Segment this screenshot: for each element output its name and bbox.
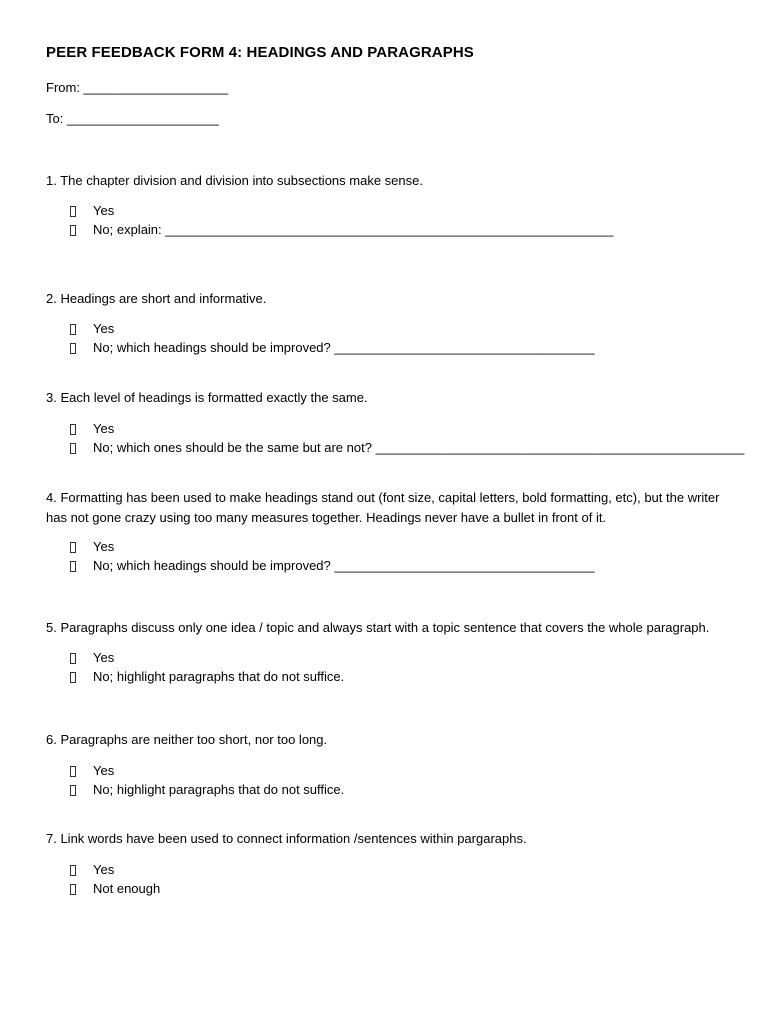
question-4-text: 4. Formatting has been used to make headings stand out (font size, capital letters, bold formatting, etc), but the writer has not gone crazy using too many measures together. Headings never have a bullet in front of it.: [46, 490, 720, 525]
question-1-option-no[interactable]: [70, 222, 614, 238]
option-label: No; which headings should be improved? ____________________________________: [93, 558, 595, 573]
checkbox-icon[interactable]: [70, 225, 76, 236]
question-6-option-yes[interactable]: [70, 763, 114, 779]
option-label: No; which ones should be the same but are not? ___________________________________________________: [93, 440, 745, 455]
checkbox-icon[interactable]: [70, 653, 76, 664]
question-3-option-no[interactable]: [70, 440, 744, 456]
checkbox-icon[interactable]: [70, 672, 76, 683]
question-3-text: 3. Each level of headings is formatted exactly the same.: [46, 390, 368, 405]
question-1-option-yes[interactable]: [70, 203, 114, 219]
option-label: Yes: [93, 763, 115, 778]
option-label: No; which headings should be improved? ____________________________________: [93, 340, 595, 355]
option-label: Yes: [93, 650, 115, 665]
form-title: PEER FEEDBACK FORM 4: HEADINGS AND PARAGRAPHS: [46, 44, 474, 61]
option-label: Not enough: [93, 881, 161, 896]
checkbox-icon[interactable]: [70, 343, 76, 354]
question-1-text: 1. The chapter division and division into subsections make sense.: [46, 173, 423, 188]
option-label: Yes: [93, 421, 115, 436]
checkbox-icon[interactable]: [70, 324, 76, 335]
checkbox-icon[interactable]: [70, 884, 76, 895]
option-label: Yes: [93, 203, 115, 218]
option-label: No; explain: ______________________________________________________________: [93, 222, 614, 237]
question-4-option-no[interactable]: [70, 558, 595, 574]
question-5-text: 5. Paragraphs discuss only one idea / topic and always start with a topic sentence that covers the whole paragraph.: [46, 620, 710, 635]
to-field[interactable]: To: _____________________: [46, 111, 219, 126]
question-3-option-yes[interactable]: [70, 421, 114, 437]
checkbox-icon[interactable]: [70, 865, 76, 876]
question-2-option-yes[interactable]: [70, 321, 114, 337]
option-label: No; highlight paragraphs that do not suffice.: [93, 782, 345, 797]
option-label: Yes: [93, 862, 115, 877]
from-field[interactable]: From: ____________________: [46, 80, 229, 95]
checkbox-icon[interactable]: [70, 542, 76, 553]
option-label: Yes: [93, 539, 115, 554]
question-5-option-no[interactable]: [70, 669, 344, 685]
option-label: Yes: [93, 321, 115, 336]
question-7-option-yes[interactable]: [70, 862, 114, 878]
question-7-option-not-enough[interactable]: [70, 881, 160, 897]
checkbox-icon[interactable]: [70, 424, 76, 435]
checkbox-icon[interactable]: [70, 561, 76, 572]
checkbox-icon[interactable]: [70, 766, 76, 777]
checkbox-icon[interactable]: [70, 443, 76, 454]
question-6-option-no[interactable]: [70, 782, 344, 798]
checkbox-icon[interactable]: [70, 785, 76, 796]
question-2-text: 2. Headings are short and informative.: [46, 291, 267, 306]
question-4-option-yes[interactable]: [70, 539, 114, 555]
question-6-text: 6. Paragraphs are neither too short, nor too long.: [46, 732, 328, 747]
question-5-option-yes[interactable]: [70, 650, 114, 666]
question-2-option-no[interactable]: [70, 340, 595, 356]
question-7-text: 7. Link words have been used to connect information /sentences within pargaraphs.: [46, 831, 527, 846]
checkbox-icon[interactable]: [70, 206, 76, 217]
option-label: No; highlight paragraphs that do not suffice.: [93, 669, 345, 684]
